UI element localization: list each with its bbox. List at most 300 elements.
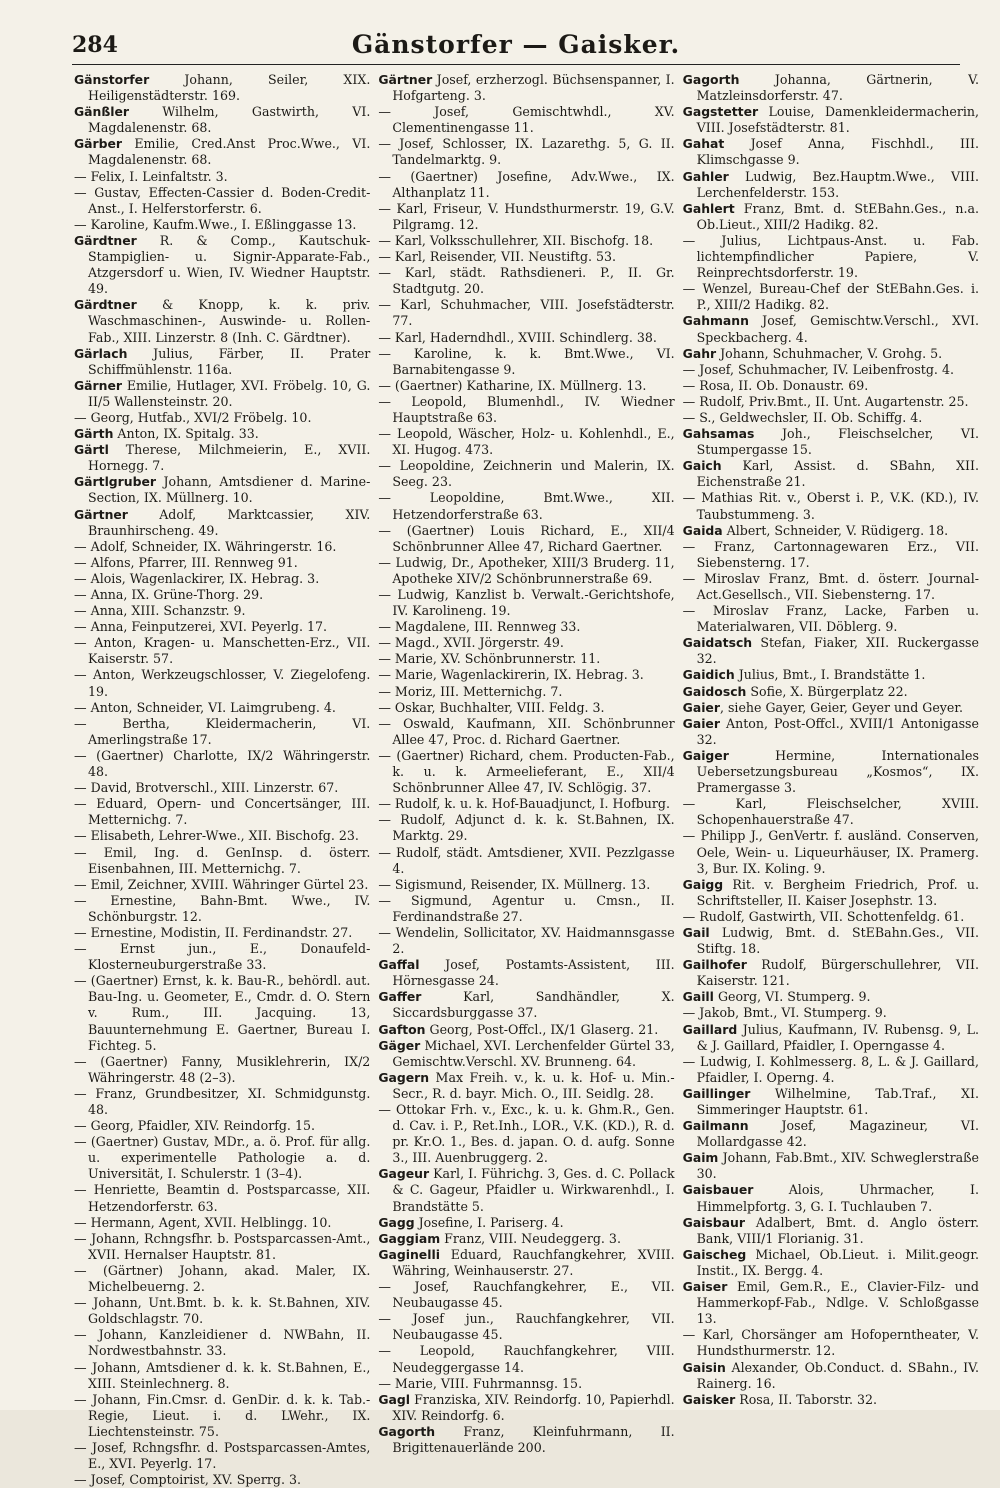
directory-entry bbox=[378, 1311, 674, 1343]
directory-entry bbox=[378, 667, 674, 683]
entry-details: — Eduard, Opern- und Concertsänger, III. Metternichg. 7. bbox=[74, 796, 371, 828]
entry-surname: Gagl bbox=[378, 1391, 410, 1407]
entry-details: — (Gaertner) Richard, chem. Producten-Fab., k. u. k. Armeelieferant, E., XII/4 Schönbrunner Allee 47, IV. Schlögig. 37. bbox=[378, 747, 675, 796]
directory-entry bbox=[378, 700, 674, 716]
entry-details: — Johann, Amtsdiener d. k. k. St.Bahnen, E., XIII. Steinlechnerg. 8. bbox=[74, 1359, 371, 1391]
directory-entry bbox=[74, 1086, 370, 1118]
entry-surname: Gaigg bbox=[682, 876, 724, 892]
entry-details: Julius, Kaufmann, IV. Rubensg. 9, L. & J. Gaillard, Pfaidler, I. Operngasse 4. bbox=[696, 1021, 979, 1053]
directory-entry bbox=[683, 1392, 979, 1408]
directory-entry bbox=[683, 490, 979, 522]
entry-details: — Mathias Rit. v., Oberst i. P., V.K. (KD.), IV. Taubstummeng. 3. bbox=[682, 490, 979, 522]
entry-surname: Gaida bbox=[682, 522, 723, 538]
entry-surname: Gailmann bbox=[682, 1118, 749, 1134]
directory-entry bbox=[683, 828, 979, 876]
directory-entry bbox=[378, 812, 674, 844]
directory-entry bbox=[74, 1327, 370, 1359]
entry-surname: Gaillard bbox=[682, 1021, 738, 1037]
directory-entry bbox=[74, 845, 370, 877]
entry-surname: Gärtner bbox=[74, 506, 128, 522]
entry-details: Michael, XVI. Lerchenfelder Gürtel 33, Gemischtw.Verschl. XV. Brunneng. 64. bbox=[392, 1037, 675, 1069]
entry-details: Eduard, Rauchfangkehrer, XVIII. Währing, Weinhauserstr. 27. bbox=[392, 1246, 675, 1278]
entry-details: — Rudolf, städt. Amtsdiener, XVII. Pezzlgasse 4. bbox=[378, 844, 675, 876]
entry-details: — Anton, Werkzeugschlosser, V. Ziegelofeng. 19. bbox=[74, 667, 371, 699]
directory-entry bbox=[74, 169, 370, 185]
entry-details: — Oswald, Kaufmann, XII. Schönbrunner Allee 47, Proc. d. Richard Gaertner. bbox=[378, 715, 675, 747]
directory-entry bbox=[683, 410, 979, 426]
entry-details: Julius, Färber, II. Prater Schiffmühlenstr. 116a. bbox=[88, 345, 371, 377]
entry-details: — Johann, Unt.Bmt. b. k. k. St.Bahnen, XIV. Goldschlagstr. 70. bbox=[74, 1295, 371, 1327]
directory-entry bbox=[74, 1392, 370, 1440]
directory-entry bbox=[683, 1327, 979, 1359]
directory-entry bbox=[378, 587, 674, 619]
entry-surname: Gahsamas bbox=[682, 426, 755, 442]
entry-details: & Knopp, k. k. priv. Waschmaschinen-, Auswinde- u. Rollen-Fab., XIII. Linzerstr. 8 (Inh. C. Gärdtner). bbox=[88, 297, 371, 345]
entry-details: — Jakob, Bmt., VI. Stumperg. 9. bbox=[682, 1005, 887, 1021]
directory-entry bbox=[74, 104, 370, 136]
directory-entry bbox=[74, 233, 370, 297]
directory-entry bbox=[683, 1086, 979, 1118]
directory-entry bbox=[683, 603, 979, 635]
entry-details: — Marie, Wagenlackirerin, IX. Hebrag. 3. bbox=[378, 667, 644, 683]
directory-entry bbox=[683, 523, 979, 539]
entry-details: Emilie, Cred.Anst Proc.Wwe., VI. Magdalenenstr. 68. bbox=[88, 136, 371, 168]
directory-entry bbox=[378, 651, 674, 667]
directory-entry bbox=[378, 796, 674, 812]
directory-entry bbox=[378, 1247, 674, 1279]
directory-entry bbox=[74, 1295, 370, 1327]
entry-surname: Gaisbaur bbox=[682, 1214, 745, 1230]
entry-surname: Gaich bbox=[682, 458, 722, 474]
directory-entry bbox=[74, 378, 370, 410]
directory-entry bbox=[74, 1054, 370, 1086]
entry-details: — (Gaertner) Josefine, Adv.Wwe., IX. Althanplatz 11. bbox=[378, 168, 675, 200]
entry-details: Johann, Schuhmacher, V. Grohg. 5. bbox=[716, 345, 943, 361]
directory-entry bbox=[683, 1247, 979, 1279]
directory-entry bbox=[378, 748, 674, 796]
entry-details: Franziska, XIV. Reindorfg. 10, Papierhdl. XIV. Reindorfg. 6. bbox=[392, 1391, 675, 1423]
entry-details: — Bertha, Kleidermacherin, VI. Amerlingstraße 17. bbox=[74, 715, 371, 747]
entry-details: — Julius, Lichtpaus-Anst. u. Fab. lichtempfindlicher Papiere, V. Reinprechtsdorferstr. 19. bbox=[682, 232, 979, 281]
directory-entry bbox=[378, 684, 674, 700]
directory-entry bbox=[683, 1118, 979, 1150]
entry-details: Emil, Gem.R., E., Clavier-Filz- und Hammerkopf-Fab., Ndlge. V. Schloßgasse 13. bbox=[696, 1279, 979, 1327]
page-header bbox=[72, 30, 960, 65]
entry-details: Alexander, Ob.Conduct. d. SBahn., IV. Rainerg. 16. bbox=[696, 1359, 979, 1391]
directory-entry bbox=[74, 297, 370, 345]
directory-entry bbox=[683, 957, 979, 989]
directory-entry bbox=[683, 136, 979, 168]
directory-entry bbox=[74, 507, 370, 539]
directory-entry bbox=[378, 169, 674, 201]
directory-entry bbox=[74, 72, 370, 104]
directory-entry bbox=[378, 877, 674, 893]
directory-entry bbox=[74, 619, 370, 635]
entry-details: — Sigismund, Reisender, IX. Müllnerg. 13. bbox=[378, 876, 651, 892]
directory-entry bbox=[683, 1005, 979, 1021]
entry-surname: Gaggiam bbox=[378, 1230, 441, 1246]
directory-entry bbox=[683, 796, 979, 828]
directory-entry bbox=[683, 1182, 979, 1214]
directory-entry bbox=[683, 909, 979, 925]
entry-surname: Gaginelli bbox=[378, 1246, 440, 1262]
directory-entry bbox=[683, 378, 979, 394]
entry-details: — (Gaertner) Louis Richard, E., XII/4 Schönbrunner Allee 47, Richard Gaertner. bbox=[378, 522, 675, 554]
entry-details: — Rudolf, k. u. k. Hof-Bauadjunct, I. Hofburg. bbox=[378, 796, 670, 812]
entry-details: Josef, Gemischtw.Verschl., XVI. Speckbacherg. 4. bbox=[696, 313, 979, 345]
entry-surname: Gageur bbox=[378, 1166, 430, 1182]
entry-details: Ludwig, Bez.Hauptm.Wwe., VIII. Lerchenfelderstr. 153. bbox=[696, 168, 979, 200]
entry-details: Adolf, Marktcassier, XIV. Braunhirscheng. 49. bbox=[88, 506, 371, 538]
entry-details: — Karl, Haderndhdl., XVIII. Schindlerg. 38. bbox=[378, 329, 657, 345]
entry-details: — Karl, Chorsänger am Hofoperntheater, V. Hundsthurmerstr. 12. bbox=[682, 1327, 979, 1359]
directory-entry bbox=[378, 201, 674, 233]
directory-entry bbox=[683, 684, 979, 700]
entry-surname: Gaidich bbox=[682, 667, 735, 683]
directory-entry bbox=[74, 1118, 370, 1134]
entry-details: Anton, IX. Spitalg. 33. bbox=[113, 426, 259, 442]
entry-details: — Hermann, Agent, XVII. Helblingg. 10. bbox=[74, 1214, 332, 1230]
directory-entry bbox=[378, 136, 674, 168]
entry-details: — Karl, Friseur, V. Hundsthurmerstr. 19, G.V. Pilgramg. 12. bbox=[378, 200, 675, 232]
entry-details: — Ernestine, Modistin, II. Ferdinandstr. 27. bbox=[74, 924, 353, 940]
directory-entry bbox=[683, 281, 979, 313]
entry-surname: Gärlach bbox=[74, 345, 128, 361]
entry-details: — (Gaertner) Charlotte, IX/2 Währingerstr. 48. bbox=[74, 747, 371, 780]
directory-columns bbox=[74, 72, 979, 1488]
entry-details: — (Gaertner) Fanny, Musiklehrerin, IX/2 Währingerstr. 48 (2–3). bbox=[74, 1053, 371, 1085]
directory-entry bbox=[378, 1392, 674, 1424]
directory-entry bbox=[74, 1360, 370, 1392]
entry-details: Karl, Sandhändler, X. Siccardsburggasse 37. bbox=[392, 989, 675, 1021]
entry-details: — Josef, Gemischtwhdl., XV. Clementinengasse 11. bbox=[378, 104, 675, 136]
entry-details: Josef, Magazineur, VI. Mollardgasse 42. bbox=[696, 1118, 979, 1150]
directory-entry bbox=[378, 426, 674, 458]
directory-entry bbox=[378, 1166, 674, 1214]
directory-entry bbox=[74, 539, 370, 555]
entry-details: — Emil, Ing. d. GenInsp. d. österr. Eisenbahnen, III. Metternichg. 7. bbox=[74, 844, 371, 876]
entry-details: — Adolf, Schneider, IX. Währingerstr. 16. bbox=[74, 538, 337, 554]
entry-details: — Leopoldine, Bmt.Wwe., XII. Hetzendorferstraße 63. bbox=[378, 490, 675, 522]
entry-surname: Gaim bbox=[682, 1150, 719, 1166]
directory-entry bbox=[74, 1182, 370, 1214]
directory-entry bbox=[683, 362, 979, 378]
entry-surname: Gärtl bbox=[74, 442, 109, 458]
directory-entry bbox=[74, 474, 370, 506]
entry-details: — Josef, Comptoirist, XV. Sperrg. 3. bbox=[74, 1472, 301, 1488]
entry-details: Josefine, I. Pariserg. 4. bbox=[414, 1214, 564, 1230]
directory-entry bbox=[74, 185, 370, 217]
entry-surname: Gaischeg bbox=[682, 1246, 747, 1262]
entry-details: — Alois, Wagenlackirer, IX. Hebrag. 3. bbox=[74, 570, 320, 586]
entry-details: — Anton, Schneider, VI. Laimgrubeng. 4. bbox=[74, 699, 336, 715]
directory-entry bbox=[378, 1215, 674, 1231]
entry-details: — Rudolf, Priv.Bmt., II. Unt. Augartenstr. 25. bbox=[682, 393, 969, 409]
entry-details: Johann, Fab.Bmt., XIV. Schweglerstraße 30. bbox=[696, 1150, 979, 1182]
entry-details: Michael, Ob.Lieut. i. Milit.geogr. Instit., IX. Bergg. 4. bbox=[696, 1246, 979, 1278]
entry-details: Alois, Uhrmacher, I. Himmelpfortg. 3, G. I. Tuchlauben 7. bbox=[696, 1182, 979, 1214]
directory-entry bbox=[378, 619, 674, 635]
directory-entry bbox=[378, 458, 674, 490]
directory-entry bbox=[378, 1279, 674, 1311]
entry-surname: Gailhofer bbox=[682, 957, 747, 973]
entry-details: — Miroslav Franz, Bmt. d. österr. Journal-Act.Gesellsch., VII. Siebensterng. 17. bbox=[682, 570, 979, 602]
directory-entry bbox=[74, 973, 370, 1053]
entry-details: — Felix, I. Leinfaltstr. 3. bbox=[74, 168, 228, 184]
directory-entry bbox=[683, 458, 979, 490]
directory-entry bbox=[74, 748, 370, 780]
directory-entry bbox=[74, 1134, 370, 1182]
directory-entry bbox=[378, 1376, 674, 1392]
entry-details: Louise, Damenkleidermacherin, VIII. Josefstädterstr. 81. bbox=[696, 104, 979, 136]
directory-entry bbox=[683, 539, 979, 571]
directory-entry bbox=[683, 104, 979, 136]
entry-details: — S., Geldwechsler, II. Ob. Schiffg. 4. bbox=[682, 409, 923, 425]
entry-surname: Gaier bbox=[682, 715, 720, 731]
directory-entry bbox=[378, 957, 674, 989]
entry-details: — Josef, Rauchfangkehrer, E., VII. Neubaugasse 45. bbox=[378, 1279, 675, 1311]
entry-details: — (Gaertner) Katharine, IX. Müllnerg. 13. bbox=[378, 377, 647, 393]
entry-details: — Philipp J., GenVertr. f. ausländ. Conserven, Oele, Wein- u. Liqueurhäuser, IX. Pramerg. 3, Bur. IX. Koling. 9. bbox=[682, 828, 979, 876]
entry-surname: Gahr bbox=[682, 345, 717, 361]
directory-entry bbox=[683, 1022, 979, 1054]
directory-entry bbox=[378, 490, 674, 522]
directory-entry bbox=[683, 72, 979, 104]
entry-details: — Wenzel, Bureau-Chef der StEBahn.Ges. i. P., XIII/2 Hadikg. 82. bbox=[682, 281, 979, 313]
entry-details: — Emil, Zeichner, XVIII. Währinger Gürtel 23. bbox=[74, 876, 369, 892]
directory-entry bbox=[74, 1215, 370, 1231]
entry-details: — Karl, städt. Rathsdieneri. P., II. Gr. Stadtgutg. 20. bbox=[378, 265, 675, 297]
entry-details: Max Freih. v., k. u. k. Hof- u. Min.-Secr., R. d. bayr. Mich. O., III. Seidlg. 28. bbox=[392, 1069, 675, 1101]
entry-details: Rudolf, Bürgerschullehrer, VII. Kaiserstr. 121. bbox=[696, 957, 979, 989]
entry-surname: Gänstorfer bbox=[74, 72, 150, 87]
entry-details: — Karl, Schuhmacher, VIII. Josefstädterstr. 77. bbox=[378, 297, 675, 329]
entry-details: Anton, Post-Offcl., XVIII/1 Antonigasse 32. bbox=[696, 715, 979, 747]
directory-entry bbox=[74, 893, 370, 925]
entry-details: — Leopold, Wäscher, Holz- u. Kohlenhdl., E., XI. Hugog. 473. bbox=[378, 426, 675, 458]
entry-surname: Gaisin bbox=[682, 1359, 726, 1375]
entry-surname: Gärdtner bbox=[74, 297, 137, 313]
running-head: Gänstorfer — Gaisker. bbox=[351, 30, 681, 59]
directory-entry bbox=[378, 265, 674, 297]
entry-details: — (Gaertner) Gustav, MDr., a. ö. Prof. für allg. u. experimentelle Pathologie a. d. Universität, I. Schulerstr. 1 (3–4). bbox=[74, 1134, 371, 1182]
entry-details: — Anna, Feinputzerei, XVI. Peyerlg. 17. bbox=[74, 619, 328, 635]
entry-surname: Gaiser bbox=[682, 1279, 728, 1295]
directory-entry bbox=[74, 1472, 370, 1488]
directory-entry bbox=[74, 716, 370, 748]
entry-surname: Gaiger bbox=[682, 747, 729, 763]
entry-details: — Rudolf, Adjunct d. k. k. St.Bahnen, IX. Marktg. 29. bbox=[378, 812, 675, 844]
entry-surname: Gärth bbox=[74, 426, 114, 442]
entry-details: — (Gärtner) Johann, akad. Maler, IX. Michelbeuerng. 2. bbox=[74, 1262, 371, 1295]
directory-entry bbox=[683, 233, 979, 281]
entry-details: Julius, Bmt., I. Brandstätte 1. bbox=[734, 667, 926, 683]
directory-entry bbox=[74, 635, 370, 667]
directory-entry bbox=[683, 426, 979, 458]
directory-entry bbox=[683, 700, 979, 716]
directory-entry bbox=[378, 1022, 674, 1038]
entry-details: — Johann, Kanzleidiener d. NWBahn, II. Nordwestbahnstr. 33. bbox=[74, 1327, 371, 1359]
entry-details: — Henriette, Beamtin d. Postsparcasse, XII. Hetzendorferstr. 63. bbox=[74, 1182, 371, 1214]
entry-details: Wilhelmine, Tab.Traf., XI. Simmeringer Hauptstr. 61. bbox=[696, 1085, 979, 1117]
directory-entry bbox=[683, 1150, 979, 1182]
directory-entry bbox=[683, 716, 979, 748]
entry-details: — Johann, Rchngsfhr. b. Postsparcassen-Amt., XVII. Hernalser Hauptstr. 81. bbox=[74, 1230, 371, 1262]
directory-entry bbox=[683, 1360, 979, 1392]
entry-details: Hermine, Internationales Uebersetzungsbureau „Kosmos“, IX. Pramergasse 3. bbox=[696, 747, 979, 796]
directory-entry bbox=[683, 394, 979, 410]
directory-entry bbox=[683, 201, 979, 233]
column-1 bbox=[74, 72, 371, 1488]
entry-surname: Gail bbox=[682, 924, 710, 940]
directory-entry bbox=[683, 748, 979, 796]
column-2 bbox=[378, 72, 675, 1455]
entry-details: Georg, VI. Stumperg. 9. bbox=[713, 989, 871, 1005]
entry-details: — Leopold, Blumenhdl., IV. Wiedner Hauptstraße 63. bbox=[378, 393, 675, 425]
directory-entry bbox=[378, 845, 674, 877]
entry-details: Rit. v. Bergheim Friedrich, Prof. u. Schriftsteller, II. Kaiser Josephstr. 13. bbox=[696, 876, 979, 908]
directory-entry bbox=[683, 346, 979, 362]
entry-details: — Moriz, III. Metternichg. 7. bbox=[378, 683, 563, 699]
directory-entry bbox=[683, 925, 979, 957]
directory-entry bbox=[74, 877, 370, 893]
entry-surname: Gärtlgruber bbox=[74, 474, 156, 490]
entry-surname: Gahat bbox=[682, 136, 725, 152]
entry-details: — Josef, Rchngsfhr. d. Postsparcassen-Amtes, E., XVI. Peyerlg. 17. bbox=[74, 1439, 371, 1472]
directory-entry bbox=[74, 667, 370, 699]
directory-entry bbox=[74, 828, 370, 844]
entry-surname: Gagg bbox=[378, 1214, 415, 1230]
directory-entry bbox=[378, 346, 674, 378]
entry-details: — Josef jun., Rauchfangkehrer, VII. Neubaugasse 45. bbox=[378, 1311, 675, 1343]
entry-details: — Ernestine, Bahn-Bmt. Wwe., IV. Schönburgstr. 12. bbox=[74, 892, 371, 924]
entry-details: Karl, Assist. d. SBahn, XII. Eichenstraße 21. bbox=[696, 458, 979, 490]
directory-entry bbox=[74, 555, 370, 571]
entry-details: Emilie, Hutlager, XVI. Fröbelg. 10, G. II/5 Wallensteinstr. 20. bbox=[88, 377, 371, 409]
entry-details: — Leopold, Rauchfangkehrer, VIII. Neudeggergasse 14. bbox=[378, 1343, 675, 1375]
directory-entry bbox=[378, 893, 674, 925]
entry-details: — (Gaertner) Ernst, k. k. Bau-R., behördl. aut. Bau-Ing. u. Geometer, E., Cmdr. d. O. Stern v. Rum., III. Jacquing. 13, Bauunternehmung E. Gaertner, Bureau I. Fichteg. 5. bbox=[74, 973, 371, 1053]
entry-details: — Anton, Kragen- u. Manschetten-Erz., VII. Kaiserstr. 57. bbox=[74, 635, 371, 667]
entry-surname: Gagern bbox=[378, 1069, 430, 1085]
entry-details: — Ludwig, Dr., Apotheker, XIII/3 Bruderg. 11, Apotheke XIV/2 Schönbrunnerstraße 69. bbox=[378, 554, 675, 586]
directory-entry bbox=[378, 555, 674, 587]
directory-entry bbox=[683, 989, 979, 1005]
entry-details: Rosa, II. Taborstr. 32. bbox=[735, 1391, 878, 1407]
directory-entry bbox=[683, 667, 979, 683]
entry-details: — Marie, XV. Schönbrunnerstr. 11. bbox=[378, 651, 601, 667]
directory-entry bbox=[378, 378, 674, 394]
entry-details: — Magd., XVII. Jörgerstr. 49. bbox=[378, 635, 564, 651]
entry-surname: Gahmann bbox=[682, 313, 749, 329]
entry-details: — Ottokar Frh. v., Exc., k. u. k. Ghm.R., Gen. d. Cav. i. P., Ret.Inh., LOR., V.K. (KD.), R. d. pr. Kr.O. 1., Bes. d. japan. O. d. aufg. Sonne 3., III. Auenbruggerg. 2. bbox=[378, 1102, 675, 1166]
entry-surname: Gänßler bbox=[74, 104, 130, 120]
entry-details: — Oskar, Buchhalter, VIII. Feldg. 3. bbox=[378, 699, 605, 715]
page-number: 284 bbox=[72, 32, 118, 58]
entry-surname: Gahler bbox=[682, 168, 729, 184]
entry-surname: Gaisbauer bbox=[682, 1182, 754, 1198]
entry-details: — Karoline, k. k. Bmt.Wwe., VI. Barnabitengasse 9. bbox=[378, 345, 675, 377]
entry-details: — Elisabeth, Lehrer-Wwe., XII. Bischofg. 23. bbox=[74, 828, 359, 844]
directory-entry bbox=[378, 716, 674, 748]
entry-details: — Rosa, II. Ob. Donaustr. 69. bbox=[682, 377, 869, 393]
directory-entry bbox=[378, 330, 674, 346]
entry-details: Josef Anna, Fischhdl., III. Klimschgasse 9. bbox=[696, 136, 979, 168]
entry-surname: Gaillinger bbox=[682, 1085, 751, 1101]
entry-surname: Gagorth bbox=[378, 1423, 436, 1439]
entry-details: Georg, Post-Offcl., IX/1 Glaserg. 21. bbox=[425, 1021, 659, 1037]
directory-entry bbox=[74, 925, 370, 941]
directory-entry bbox=[378, 394, 674, 426]
entry-surname: Gaisker bbox=[682, 1391, 736, 1407]
entry-details: — Ludwig, Kanzlist b. Verwalt.-Gerichtshofe, IV. Karolineng. 19. bbox=[378, 587, 675, 619]
entry-surname: Gaffer bbox=[378, 989, 422, 1005]
entry-details: Franz, VIII. Neudeggerg. 3. bbox=[440, 1230, 621, 1246]
entry-details: Johann, Amtsdiener d. Marine-Section, IX. Müllnerg. 10. bbox=[88, 474, 371, 506]
directory-entry bbox=[378, 635, 674, 651]
entry-details: , siehe Gayer, Geier, Geyer und Geyer. bbox=[719, 699, 963, 715]
entry-details: — David, Brotverschl., XIII. Linzerstr. 67. bbox=[74, 780, 339, 796]
entry-details: Karl, I. Führichg. 3, Ges. d. C. Pollack & C. Gageur, Pfaidler u. Wirkwarenhdl., I. Brandstätte 5. bbox=[392, 1166, 675, 1214]
entry-details: — Franz, Cartonnagewaren Erz., VII. Siebensterng. 17. bbox=[682, 538, 979, 570]
directory-entry bbox=[378, 297, 674, 329]
entry-details: — Anna, IX. Grüne-Thorg. 29. bbox=[74, 587, 264, 602]
directory-entry bbox=[74, 603, 370, 619]
entry-surname: Gäger bbox=[378, 1037, 421, 1053]
entry-surname: Gärber bbox=[74, 136, 123, 152]
directory-entry bbox=[683, 635, 979, 667]
directory-entry bbox=[74, 136, 370, 168]
directory-entry bbox=[74, 1231, 370, 1263]
entry-surname: Gärtner bbox=[378, 72, 433, 87]
entry-details: R. & Comp., Kautschuk-Stampiglien- u. Signir-Apparate-Fab., Atzgersdorf u. Wien, IV. Wiedner Hauptstr. 49. bbox=[88, 232, 371, 297]
entry-details: — Alfons, Pfarrer, III. Rennweg 91. bbox=[74, 554, 298, 570]
entry-details: — Karl, Reisender, VII. Neustiftg. 53. bbox=[378, 249, 617, 265]
directory-entry bbox=[683, 877, 979, 909]
entry-surname: Gaier bbox=[682, 699, 720, 715]
entry-details: — Sigmund, Agentur u. Cmsn., II. Ferdinandstraße 27. bbox=[378, 892, 675, 924]
entry-details: — Wendelin, Sollicitator, XV. Haidmannsgasse 2. bbox=[378, 924, 675, 957]
entry-details: — Karl, Volksschullehrer, XII. Bischofg. 18. bbox=[378, 232, 654, 248]
entry-details: Josef, Postamts-Assistent, III. Hörnesgasse 24. bbox=[392, 957, 675, 989]
directory-entry bbox=[378, 249, 674, 265]
entry-details: — Magdalene, III. Rennweg 33. bbox=[378, 619, 581, 635]
entry-details: — Franz, Grundbesitzer, XI. Schmidgunstg. 48. bbox=[74, 1085, 371, 1117]
entry-details: — Karoline, Kaufm.Wwe., I. Eßlinggasse 13. bbox=[74, 216, 357, 232]
entry-details: — Georg, Pfaidler, XIV. Reindorfg. 15. bbox=[74, 1118, 315, 1134]
entry-details: — Gustav, Effecten-Cassier d. Boden-Credit-Anst., I. Helferstorferstr. 6. bbox=[74, 184, 371, 216]
entry-surname: Gahlert bbox=[682, 200, 735, 216]
directory-entry bbox=[378, 1424, 674, 1456]
entry-details: — Josef, Schlosser, IX. Lazarethg. 5, G. II. Tandelmarktg. 9. bbox=[378, 136, 675, 168]
entry-details: Albert, Schneider, V. Rüdigerg. 18. bbox=[722, 522, 949, 538]
entry-details: Franz, Bmt. d. StEBahn.Ges., n.a. Ob.Lieut., XIII/2 Hadikg. 82. bbox=[696, 200, 979, 232]
directory-entry bbox=[378, 523, 674, 555]
directory-entry bbox=[683, 169, 979, 201]
entry-details: — Karl, Fleischselcher, XVIII. Schopenhauerstraße 47. bbox=[682, 796, 979, 828]
entry-details: — Marie, VIII. Fuhrmannsg. 15. bbox=[378, 1375, 583, 1391]
entry-surname: Gagstetter bbox=[682, 104, 759, 120]
entry-details: Adalbert, Bmt. d. Anglo österr. Bank, VIII/1 Florianig. 31. bbox=[696, 1214, 979, 1246]
directory-entry bbox=[683, 313, 979, 345]
directory-entry bbox=[74, 571, 370, 587]
directory-entry bbox=[378, 104, 674, 136]
directory-entry bbox=[378, 233, 674, 249]
entry-details: Ludwig, Bmt. d. StEBahn.Ges., VII. Stiftg. 18. bbox=[696, 924, 979, 957]
directory-entry bbox=[74, 217, 370, 233]
directory-entry bbox=[683, 1215, 979, 1247]
entry-details: Joh., Fleischselcher, VI. Stumpergasse 15. bbox=[696, 426, 979, 458]
